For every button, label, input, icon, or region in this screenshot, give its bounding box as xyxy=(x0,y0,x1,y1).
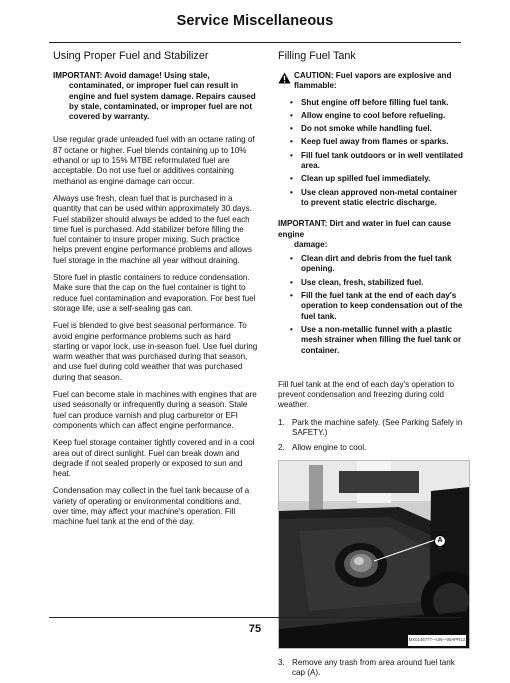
list-item: • Allow engine to cool before refueling. xyxy=(278,111,466,121)
important-label: IMPORTANT: xyxy=(53,71,103,80)
callout-label-a: A xyxy=(434,535,446,547)
caution-list xyxy=(278,98,466,209)
section-heading-fuel-stabilizer: Using Proper Fuel and Stabilizer xyxy=(53,50,209,62)
right-column xyxy=(278,50,466,683)
paragraph: Fuel is blended to give best seasonal performance. To avoid engine performance problems such as hard starting or vapor lock, use in-season fuel. Use fuel during warm weather that was purchased during that season, and use fuel during cold weather that was purchased during that season. xyxy=(53,321,258,382)
caution-text: CAUTION: Fuel vapors are explosive and flammable: xyxy=(294,71,452,91)
list-item: • Clean dirt and debris from the fuel tank opening. xyxy=(278,254,466,275)
warning-triangle-icon xyxy=(278,72,291,84)
important-lead: Avoid damage! Using stale, xyxy=(104,71,210,80)
list-item: • Use a non-metallic funnel with a plastic mesh strainer when filling the fuel tank or container. xyxy=(278,325,466,356)
list-item: • Fill the fuel tank at the end of each day's operation to keep condensation out of the fuel tank. xyxy=(278,291,466,322)
page-number: 75 xyxy=(248,623,262,635)
paragraph: Always use fresh, clean fuel that is purchased in a quantity that can be used within approximately 30 days. Fuel stabilizer should always be added to the fuel each time fuel is purchased. Add stabilizer before filling the fuel container to insure proper mixing. Such practice helps prevent engine performance problems and allows fuel storage in the machine all year without draining. xyxy=(53,193,252,265)
step-item xyxy=(278,418,466,439)
header-rule xyxy=(49,42,461,43)
page-title: Service Miscellaneous xyxy=(176,13,334,29)
paragraph: Condensation may collect in the fuel tank because of a variety of operating or environmental conditions and, over time, may affect your machine's operation. Fill machine fuel tank at the end of the day. xyxy=(53,486,250,527)
footer-rule xyxy=(49,617,461,618)
step-item xyxy=(278,443,466,453)
list-item: • Do not smoke while handling fuel. xyxy=(278,124,466,134)
paragraph: Store fuel in plastic containers to reduce condensation. Make sure that the cap on the fuel container is tight to reduce fuel contamination and evaporation. For best fuel storage life, use a self-sealing gas can. xyxy=(53,273,256,313)
fuel-tank-photo xyxy=(278,460,470,649)
step-text: Allow engine to cool. xyxy=(292,443,367,453)
paragraph: Keep fuel storage container tightly covered and in a cool area out of direct sunlight. Fuel can break down and degrade if not sealed properly or exposed to sun and heat. xyxy=(53,438,255,479)
list-item: • Keep fuel away from flames or sparks. xyxy=(278,137,466,147)
important-list xyxy=(278,254,466,356)
list-item: • Clean up spilled fuel immediately. xyxy=(278,174,466,184)
important-label: IMPORTANT: xyxy=(278,219,328,229)
list-item: • Shut engine off before filling fuel tank. xyxy=(278,98,466,108)
important-body: contaminated, or improper fuel can result in engine and fuel system damage. Repairs caused by stale, contaminated, or improper fuel are not covered by warranty. xyxy=(69,81,256,122)
steps-list-continued xyxy=(278,658,466,679)
step-number: 1. xyxy=(278,417,285,427)
step-item xyxy=(278,658,466,679)
step-number: 3. xyxy=(278,657,285,667)
steps-list xyxy=(278,418,466,454)
step-number: 2. xyxy=(278,443,285,453)
paragraph: Fuel can become stale in machines with engines that are used seasonally or infrequently during a season. Stale fuel can produce varnish and plug carburetor or EFI components which can affect engine performance. xyxy=(53,390,257,430)
important-lead: Dirt and water in fuel can cause engine xyxy=(278,219,452,239)
list-item: • Use clean approved non-metal container to prevent static electric discharge. xyxy=(278,188,466,209)
section-heading-filling-fuel-tank: Filling Fuel Tank xyxy=(278,50,356,62)
list-item: • Use clean, fresh, stabilized fuel. xyxy=(278,278,466,288)
list-item: • Fill fuel tank outdoors or in well ventilated area. xyxy=(278,151,466,172)
figure-code: MX0145777—UN—09APR13 xyxy=(408,635,466,645)
step-text: Park the machine safely. (See Parking Safely in SAFETY.) xyxy=(292,417,463,438)
step-text: Remove any trash from area around fuel tank cap (A). xyxy=(292,657,455,677)
intro-paragraph: Fill fuel tank at the end of each day's operation to prevent condensation and freezing during cold weather. xyxy=(278,379,455,410)
important-body: damage: xyxy=(294,239,328,249)
caution-notice xyxy=(278,71,466,92)
important-notice-dirt xyxy=(278,219,466,250)
left-column xyxy=(53,50,258,535)
important-notice-fuel xyxy=(53,71,258,122)
fuel-tank-illustration xyxy=(279,461,469,648)
paragraph: Use regular grade unleaded fuel with an octane rating of 87 octane or higher. Fuel blends containing up to 10% ethanol or up to 15% MTBE reformulated fuel are acceptable. Do not use fuel or additives containing methanol as engine damage can occur. xyxy=(53,135,255,186)
